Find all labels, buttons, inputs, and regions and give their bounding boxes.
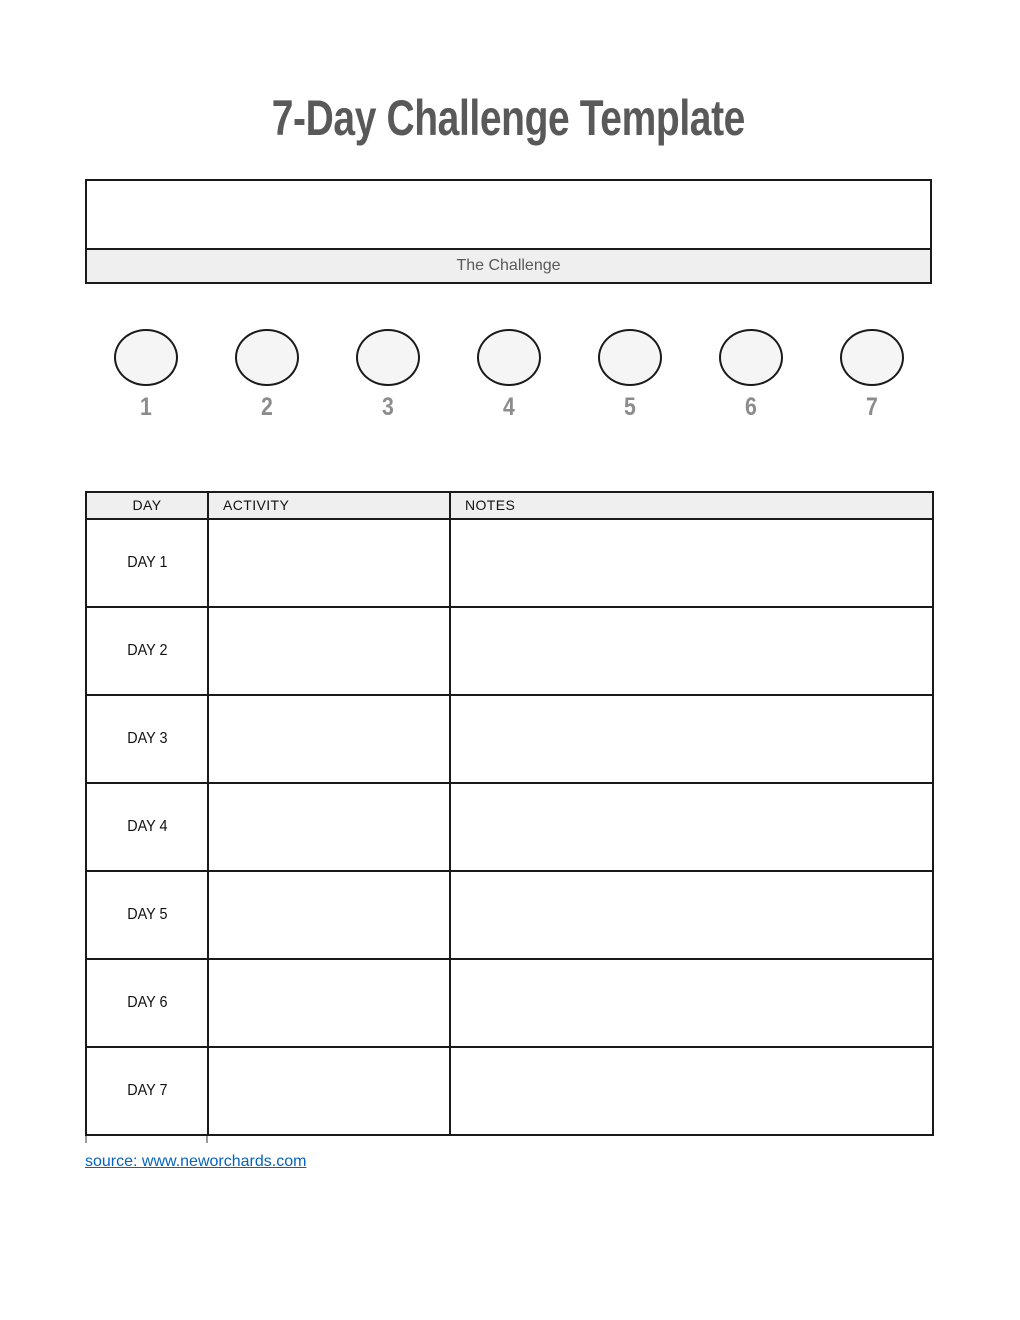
challenge-write-area[interactable] bbox=[87, 181, 930, 248]
challenge-table-wrap bbox=[85, 491, 932, 1136]
day-tracker-item bbox=[569, 329, 690, 420]
day-4-notes-cell[interactable] bbox=[450, 783, 933, 871]
day-tracker-item bbox=[85, 329, 206, 420]
header-notes: NOTES bbox=[450, 492, 933, 519]
day-tracker-item bbox=[690, 329, 811, 420]
challenge-label: The Challenge bbox=[456, 256, 561, 274]
day-1-label-cell bbox=[86, 519, 208, 607]
header-activity: ACTIVITY bbox=[208, 492, 450, 519]
day-4-circle[interactable] bbox=[477, 329, 541, 386]
day-4-number: 4 bbox=[502, 392, 515, 421]
day-6-activity-cell[interactable] bbox=[208, 959, 450, 1047]
day-2-circle[interactable] bbox=[235, 329, 299, 386]
table-border-stub bbox=[206, 1136, 208, 1143]
table-border-stub bbox=[85, 1136, 87, 1143]
day-3-activity-cell[interactable] bbox=[208, 695, 450, 783]
day-7-notes-cell[interactable] bbox=[450, 1047, 933, 1135]
page-title bbox=[85, 0, 932, 145]
day-5-label: DAY 5 bbox=[126, 905, 168, 923]
table-row bbox=[86, 783, 933, 871]
day-1-circle[interactable] bbox=[114, 329, 178, 386]
day-3-notes-cell[interactable] bbox=[450, 695, 933, 783]
day-6-label-cell bbox=[86, 959, 208, 1047]
day-7-number: 7 bbox=[865, 392, 878, 421]
day-1-activity-cell[interactable] bbox=[208, 519, 450, 607]
day-2-number: 2 bbox=[260, 392, 273, 421]
day-2-activity-cell[interactable] bbox=[208, 607, 450, 695]
day-5-circle[interactable] bbox=[598, 329, 662, 386]
challenge-table bbox=[85, 491, 934, 1136]
day-7-label-cell bbox=[86, 1047, 208, 1135]
day-5-number: 5 bbox=[623, 392, 636, 421]
challenge-label-bar bbox=[87, 248, 930, 282]
day-tracker-item bbox=[327, 329, 448, 420]
day-5-activity-cell[interactable] bbox=[208, 871, 450, 959]
day-5-notes-cell[interactable] bbox=[450, 871, 933, 959]
day-6-number: 6 bbox=[744, 392, 757, 421]
day-6-notes-cell[interactable] bbox=[450, 959, 933, 1047]
day-6-label: DAY 6 bbox=[126, 993, 168, 1011]
day-6-circle[interactable] bbox=[719, 329, 783, 386]
day-tracker-item bbox=[448, 329, 569, 420]
day-1-label: DAY 1 bbox=[126, 553, 168, 571]
day-1-number: 1 bbox=[139, 392, 152, 421]
table-row bbox=[86, 1047, 933, 1135]
day-7-activity-cell[interactable] bbox=[208, 1047, 450, 1135]
day-tracker-circles bbox=[85, 329, 932, 420]
page-title-text: 7-Day Challenge Template bbox=[271, 90, 746, 146]
day-7-label: DAY 7 bbox=[126, 1081, 168, 1099]
day-1-notes-cell[interactable] bbox=[450, 519, 933, 607]
day-5-label-cell bbox=[86, 871, 208, 959]
challenge-box bbox=[85, 179, 932, 284]
day-3-label: DAY 3 bbox=[126, 729, 168, 747]
header-day: DAY bbox=[86, 492, 208, 519]
table-row bbox=[86, 959, 933, 1047]
source-link[interactable]: source: www.neworchards.com bbox=[85, 1152, 307, 1170]
table-row bbox=[86, 519, 933, 607]
day-tracker-item bbox=[206, 329, 327, 420]
footer bbox=[85, 1153, 932, 1171]
day-2-notes-cell[interactable] bbox=[450, 607, 933, 695]
day-4-activity-cell[interactable] bbox=[208, 783, 450, 871]
day-2-label: DAY 2 bbox=[126, 641, 168, 659]
table-row bbox=[86, 871, 933, 959]
table-row bbox=[86, 607, 933, 695]
day-4-label-cell bbox=[86, 783, 208, 871]
day-3-label-cell bbox=[86, 695, 208, 783]
table-header-row bbox=[86, 492, 933, 519]
day-2-label-cell bbox=[86, 607, 208, 695]
table-row bbox=[86, 695, 933, 783]
day-4-label: DAY 4 bbox=[126, 817, 168, 835]
day-3-circle[interactable] bbox=[356, 329, 420, 386]
day-tracker-item bbox=[811, 329, 932, 420]
day-7-circle[interactable] bbox=[840, 329, 904, 386]
day-3-number: 3 bbox=[381, 392, 394, 421]
